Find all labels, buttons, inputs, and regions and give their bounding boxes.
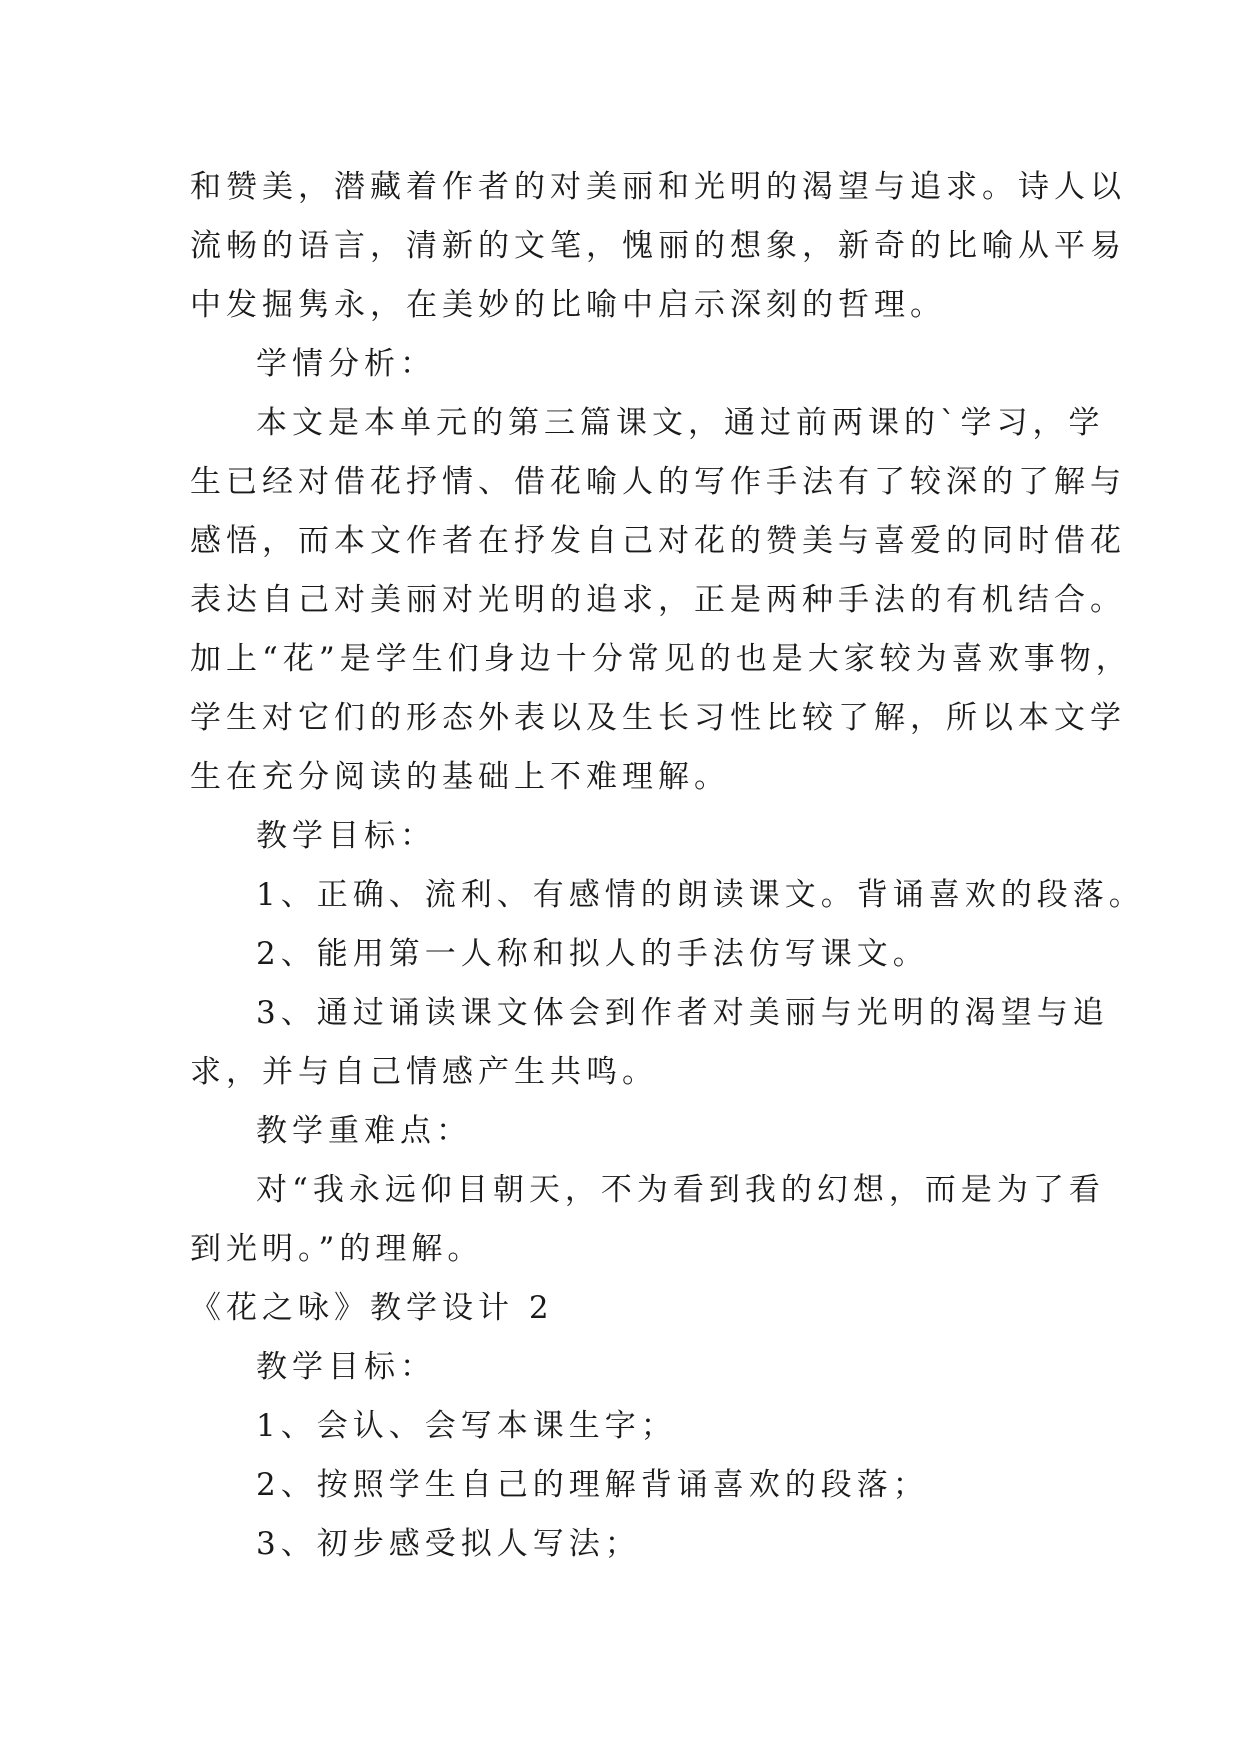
section-heading-teaching-goals: 教学目标： <box>256 818 436 854</box>
paragraph-line: 生已经对借花抒情、借花喻人的写作手法有了较深的了解与 <box>190 464 1126 500</box>
section-heading-learning-analysis: 学情分析： <box>256 346 436 382</box>
paragraph-line: 对“我永远仰目朝天，不为看到我的幻想，而是为了看 <box>256 1172 1105 1208</box>
paragraph-line: 学生对它们的形态外表以及生长习性比较了解，所以本文学 <box>190 700 1126 736</box>
paragraph-line: 加上“花”是学生们身边十分常见的也是大家较为喜欢事物， <box>190 641 1132 677</box>
paragraph-line: 表达自己对美丽对光明的追求，正是两种手法的有机结合。 <box>190 582 1126 618</box>
paragraph-line: 中发掘隽永，在美妙的比喻中启示深刻的哲理。 <box>190 287 946 323</box>
paragraph-line: 本文是本单元的第三篇课文，通过前两课的`学习，学 <box>256 405 1105 441</box>
paragraph-line: 和赞美，潜藏着作者的对美丽和光明的渴望与追求。诗人以 <box>190 169 1126 205</box>
paragraph-line: 感悟，而本文作者在抒发自己对花的赞美与喜爱的同时借花 <box>190 523 1126 559</box>
list-item: 2、按照学生自己的理解背诵喜欢的段落； <box>256 1467 929 1503</box>
paragraph-line: 到光明。”的理解。 <box>190 1231 484 1267</box>
document-subtitle: 《花之咏》教学设计 2 <box>190 1290 554 1326</box>
list-item: 3、通过诵读课文体会到作者对美丽与光明的渴望与追 <box>256 995 1109 1031</box>
list-item: 2、能用第一人称和拟人的手法仿写课文。 <box>256 936 929 972</box>
paragraph-line: 流畅的语言，清新的文笔，愧丽的想象，新奇的比喻从平易 <box>190 228 1126 264</box>
section-heading-key-points: 教学重难点： <box>256 1113 472 1149</box>
list-item-continuation: 求，并与自己情感产生共鸣。 <box>190 1054 658 1090</box>
list-item: 1、正确、流利、有感情的朗读课文。背诵喜欢的段落。 <box>256 877 1145 913</box>
document-body <box>190 158 1145 1574</box>
section-heading-teaching-goals: 教学目标： <box>256 1349 436 1385</box>
list-item: 3、初步感受拟人写法； <box>256 1526 641 1562</box>
paragraph-line: 生在充分阅读的基础上不难理解。 <box>190 759 730 795</box>
list-item: 1、会认、会写本课生字； <box>256 1408 677 1444</box>
